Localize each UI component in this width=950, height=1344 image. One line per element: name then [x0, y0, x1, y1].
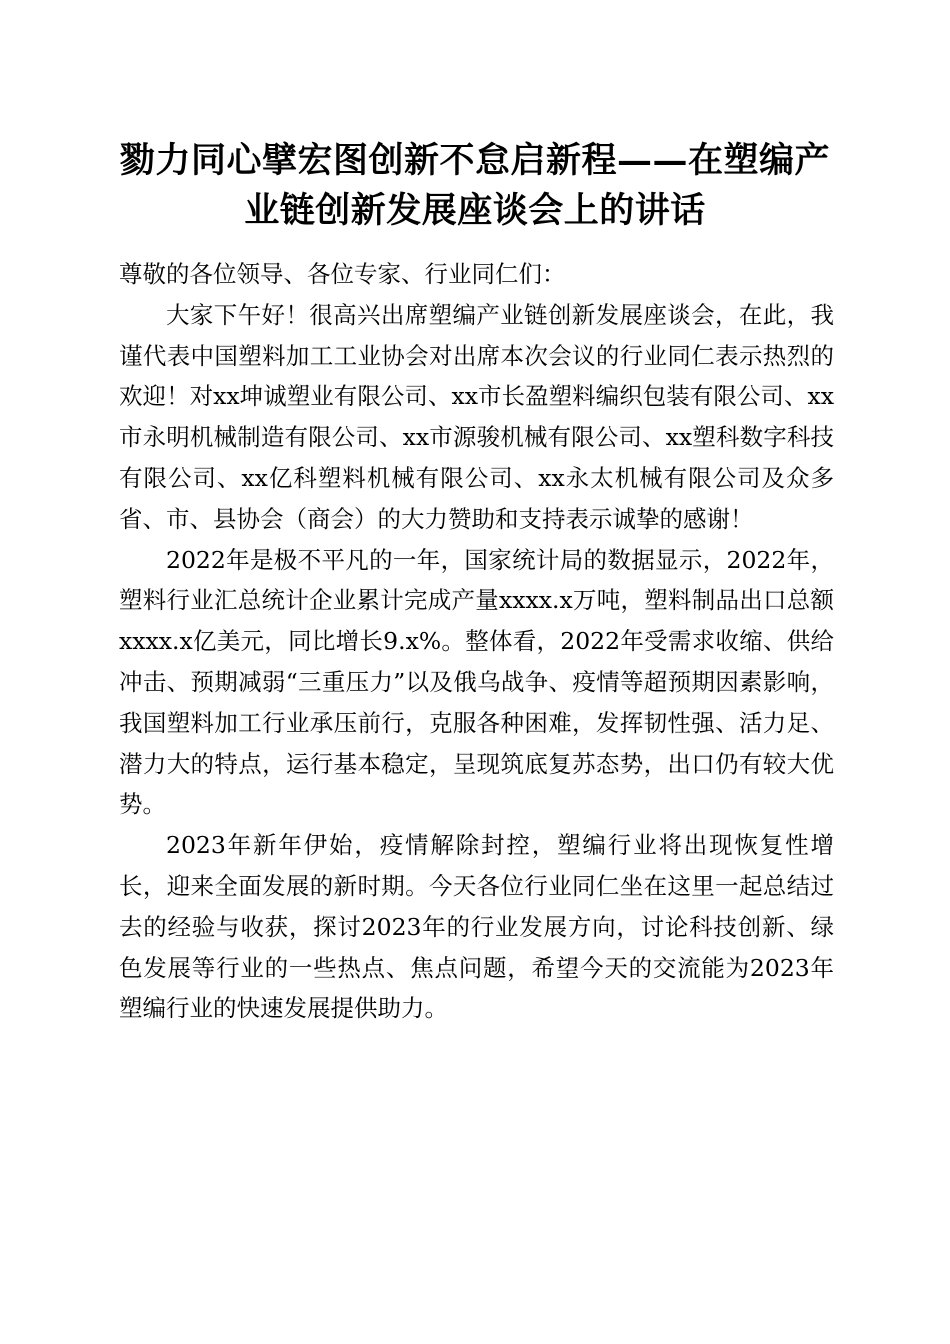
paragraph-1: 大家下午好！很高兴出席塑编产业链创新发展座谈会，在此，我谨代表中国塑料加工工业协会对出席本次会议的行业同仁表示热烈的欢迎！对xx坤诚塑业有限公司、xx市长盈塑料编织包装有限公司、xx市永明机械制造有限公司、xx市源骏机械有限公司、xx塑科数字科技有限公司、xx亿科塑料机械有限公司、xx永太机械有限公司及众多省、市、县协会（商会）的大力赞助和支持表示诚挚的感谢！	[119, 300, 834, 533]
title-line-2: 业链创新发展座谈会上的讲话	[244, 190, 706, 231]
document-body	[119, 254, 834, 1029]
paragraph-2: 2022年是极不平凡的一年，国家统计局的数据显示，2022年，塑料行业汇总统计企业累计完成产量xxxx.x万吨，塑料制品出口总额xxxx.x亿美元，同比增长9.x%。整体看，2022年受需求收缩、供给冲击、预期减弱“三重压力”以及俄乌战争、疫情等超预期因素影响，我国塑料加工行业承压前行，克服各种困难，发挥韧性强、活力足、潜力大的特点，运行基本稳定，呈现筑底复苏态势，出口仍有较大优势。	[119, 545, 834, 819]
title-line-1: 勠力同心擘宏图创新不怠启新程——在塑编产	[119, 140, 830, 181]
salutation: 尊敬的各位领导、各位专家、行业同仁们：	[119, 260, 566, 288]
paragraph-3: 2023年新年伊始，疫情解除封控，塑编行业将出现恢复性增长，迎来全面发展的新时期。今天各位行业同仁坐在这里一起总结过去的经验与收获，探讨2023年的行业发展方向，讨论科技创新、绿色发展等行业的一些热点、焦点问题，希望今天的交流能为2023年塑编行业的快速发展提供助力。	[119, 831, 834, 1023]
document-title	[100, 136, 850, 236]
